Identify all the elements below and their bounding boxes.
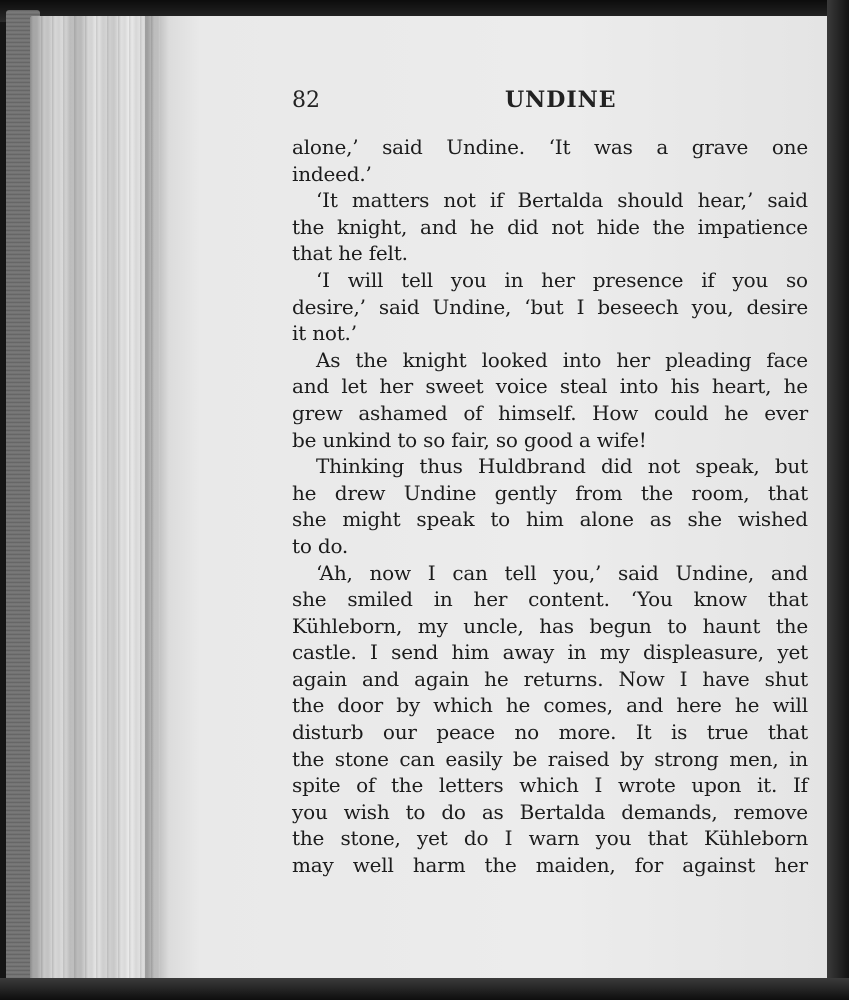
word: If	[792, 773, 808, 798]
word: said	[767, 188, 808, 213]
word: she	[292, 587, 327, 612]
word: warn	[528, 826, 580, 851]
word: let	[341, 374, 368, 399]
word: can	[452, 560, 488, 585]
word: he	[292, 480, 317, 505]
word: tell	[504, 560, 537, 585]
word: the	[292, 746, 325, 771]
word: ashamed	[358, 400, 448, 425]
word: will	[347, 267, 384, 292]
text-line	[292, 852, 808, 879]
word: as	[481, 799, 504, 824]
text-line: that he felt.	[292, 241, 408, 266]
word: and	[626, 693, 664, 718]
word: so	[785, 267, 808, 292]
text-line	[292, 772, 808, 799]
word: did	[601, 454, 633, 479]
text-line	[292, 267, 808, 294]
word: stone,	[340, 826, 401, 851]
word: know	[693, 587, 747, 612]
word: As	[316, 347, 341, 372]
word: it.	[756, 773, 778, 798]
word: Undine	[403, 480, 477, 505]
word: to	[405, 799, 426, 824]
word: he	[469, 214, 495, 239]
word: for	[634, 853, 664, 878]
word: speak,	[695, 454, 760, 479]
word: ever	[764, 400, 808, 425]
backdrop-right	[827, 0, 849, 1000]
word: him	[451, 640, 490, 665]
word: wish	[343, 799, 390, 824]
word: if	[489, 188, 504, 213]
word: peace	[436, 720, 495, 745]
word: I	[370, 640, 378, 665]
word: as	[649, 507, 672, 532]
word: here	[676, 693, 722, 718]
word: she	[292, 507, 327, 532]
word: maiden,	[535, 853, 616, 878]
word: her	[541, 267, 575, 292]
backdrop-bottom	[0, 978, 849, 1000]
word: Now	[618, 666, 665, 691]
word: he	[724, 400, 749, 425]
word: you	[450, 267, 487, 292]
word: do	[463, 826, 489, 851]
word: our	[382, 720, 417, 745]
word: alone,’	[292, 135, 359, 159]
word: upon	[691, 773, 742, 798]
word: of	[463, 400, 483, 425]
word: her	[473, 587, 508, 612]
word: the	[640, 480, 673, 505]
word: letters	[438, 773, 504, 798]
word: his	[670, 374, 700, 399]
running-title: UNDINE	[505, 87, 617, 113]
text-line: indeed.’	[292, 161, 372, 186]
word: looked	[481, 347, 548, 372]
word: he	[783, 374, 808, 399]
text-line	[292, 613, 808, 640]
word: but	[774, 454, 808, 479]
word: the	[652, 214, 685, 239]
word: heart,	[711, 374, 772, 399]
word: alone	[579, 507, 634, 532]
word: voice	[495, 374, 548, 399]
word: by	[396, 693, 420, 718]
word: men,	[729, 746, 779, 771]
word: Kühleborn,	[292, 613, 403, 638]
word: beseech	[597, 294, 679, 319]
text-line	[292, 586, 808, 613]
text-line	[292, 480, 808, 507]
word: disturb	[292, 720, 364, 745]
word: one	[771, 135, 808, 159]
word: might	[342, 507, 401, 532]
word: her	[774, 853, 808, 878]
word: and	[362, 666, 400, 691]
word: in	[433, 587, 453, 612]
word: content.	[528, 587, 610, 612]
text-line: it not.’	[292, 321, 357, 346]
text-line	[292, 214, 808, 241]
word: Bertalda	[519, 799, 606, 824]
word: easily	[445, 746, 503, 771]
word: and	[419, 214, 457, 239]
word: returns.	[523, 666, 604, 691]
text-line	[292, 799, 808, 826]
word: ‘Ah,	[316, 560, 353, 585]
text-line	[292, 347, 808, 374]
word: no	[514, 720, 540, 745]
word: the	[775, 613, 808, 638]
word: he	[505, 693, 531, 718]
word: harm	[412, 853, 466, 878]
word: into	[619, 374, 659, 399]
word: well	[352, 853, 394, 878]
word: which	[433, 693, 493, 718]
word: wished	[737, 507, 808, 532]
word: drew	[334, 480, 386, 505]
word: now	[369, 560, 411, 585]
word: strong	[654, 746, 719, 771]
word: pleading	[665, 347, 752, 372]
word: have	[702, 666, 750, 691]
word: It	[635, 720, 652, 745]
word: shut	[764, 666, 808, 691]
page-number: 82	[292, 88, 320, 113]
body-text	[292, 134, 808, 879]
running-head	[292, 88, 812, 124]
word: spite	[292, 773, 341, 798]
word: you,	[691, 294, 734, 319]
word: I	[594, 773, 603, 798]
word: Bertalda	[517, 188, 604, 213]
word: said	[378, 294, 420, 319]
word: matters	[351, 188, 430, 213]
word: Kühleborn	[704, 826, 808, 851]
word: was	[593, 135, 633, 159]
word: she	[687, 507, 722, 532]
word: has	[539, 613, 574, 638]
text-line	[292, 453, 808, 480]
word: away	[502, 640, 555, 665]
word: presence	[592, 267, 684, 292]
word: my	[599, 640, 630, 665]
word: that	[647, 826, 688, 851]
word: not	[551, 214, 584, 239]
word: in	[789, 746, 808, 771]
word: in	[567, 640, 587, 665]
word: hide	[596, 214, 640, 239]
word: is	[670, 720, 688, 745]
text-line	[292, 719, 808, 746]
word: displeasure,	[643, 640, 764, 665]
text-line	[292, 666, 808, 693]
word: himself.	[498, 400, 577, 425]
word: grew	[292, 400, 343, 425]
text-line	[292, 639, 808, 666]
word: you	[732, 267, 769, 292]
word: sweet	[425, 374, 484, 399]
word: in	[504, 267, 524, 292]
text-line	[292, 373, 808, 400]
word: him	[526, 507, 564, 532]
word: of	[356, 773, 376, 798]
word: not	[443, 188, 476, 213]
word: that	[767, 480, 808, 505]
word: you	[595, 826, 632, 851]
word: that	[767, 587, 808, 612]
word: I	[427, 560, 436, 585]
word: I	[504, 826, 513, 851]
word: demands,	[621, 799, 718, 824]
word: from	[575, 480, 623, 505]
word: the	[355, 347, 388, 372]
word: ‘but	[524, 294, 564, 319]
word: if	[701, 267, 715, 292]
word: Huldbrand	[478, 454, 586, 479]
word: which	[519, 773, 579, 798]
word: comes,	[543, 693, 613, 718]
word: the	[292, 214, 325, 239]
word: to	[490, 507, 511, 532]
word: begun	[589, 613, 652, 638]
word: should	[617, 188, 684, 213]
word: impatience	[697, 214, 808, 239]
word: Undine.	[446, 135, 525, 159]
word: the	[484, 853, 517, 878]
word: said	[382, 135, 423, 159]
text-line	[292, 746, 808, 773]
word: steal	[559, 374, 608, 399]
word: to	[667, 613, 687, 638]
word: yet	[417, 826, 448, 851]
word: and	[292, 374, 330, 399]
word: that	[767, 720, 808, 745]
word: gently	[494, 480, 557, 505]
text-line	[292, 560, 808, 587]
word: her	[616, 347, 650, 372]
word: smiled	[347, 587, 413, 612]
word: knight,	[337, 214, 408, 239]
word: thus	[419, 454, 463, 479]
word: ‘It	[548, 135, 571, 159]
word: speak	[416, 507, 475, 532]
word: send	[391, 640, 439, 665]
word: grave	[691, 135, 749, 159]
text-line: to do.	[292, 533, 349, 558]
word: true	[706, 720, 749, 745]
text-line	[292, 506, 808, 533]
text-line	[292, 294, 808, 321]
text-line	[292, 825, 808, 852]
word: How	[592, 400, 639, 425]
word: I	[576, 294, 585, 319]
word: tell	[401, 267, 433, 292]
word: again	[414, 666, 470, 691]
word: her	[379, 374, 414, 399]
text-line	[292, 187, 808, 214]
text-line	[292, 134, 808, 161]
word: desire,’	[292, 294, 366, 319]
word: ‘It	[316, 188, 338, 213]
word: stone	[334, 746, 389, 771]
word: against	[682, 853, 756, 878]
word: more.	[558, 720, 617, 745]
word: hear,’	[697, 188, 754, 213]
text-line: be unkind to so fair, so good a wife!	[292, 427, 647, 452]
word: you,’	[553, 560, 602, 585]
word: door	[337, 693, 384, 718]
word: may	[292, 853, 334, 878]
word: desire	[746, 294, 808, 319]
word: will	[772, 693, 808, 718]
word: he	[484, 666, 509, 691]
word: castle.	[292, 640, 357, 665]
word: I	[679, 666, 688, 691]
word: did	[507, 214, 539, 239]
word: Undine,	[432, 294, 512, 319]
word: face	[766, 347, 808, 372]
word: he	[734, 693, 760, 718]
text-line	[292, 400, 808, 427]
word: raised	[547, 746, 610, 771]
word: the	[292, 693, 325, 718]
gutter-shadow	[145, 16, 169, 982]
word: ‘You	[630, 587, 673, 612]
word: again	[292, 666, 347, 691]
word: the	[390, 773, 424, 798]
word: you	[292, 799, 328, 824]
word: remove	[733, 799, 808, 824]
word: my	[417, 613, 448, 638]
word: Undine,	[675, 560, 755, 585]
word: Thinking	[316, 454, 405, 479]
word: and	[770, 560, 808, 585]
word: the	[292, 826, 325, 851]
word: not	[647, 454, 681, 479]
word: by	[619, 746, 644, 771]
word: could	[653, 400, 709, 425]
word: haunt	[702, 613, 761, 638]
word: can	[399, 746, 435, 771]
word: ‘I	[316, 267, 330, 292]
word: wrote	[618, 773, 676, 798]
word: do	[441, 799, 466, 824]
word: yet	[777, 640, 808, 665]
word: said	[618, 560, 659, 585]
word: a	[656, 135, 669, 159]
text-line	[292, 692, 808, 719]
word: room,	[691, 480, 750, 505]
word: uncle,	[463, 613, 524, 638]
word: be	[512, 746, 538, 771]
word: into	[562, 347, 602, 372]
word: knight	[402, 347, 467, 372]
